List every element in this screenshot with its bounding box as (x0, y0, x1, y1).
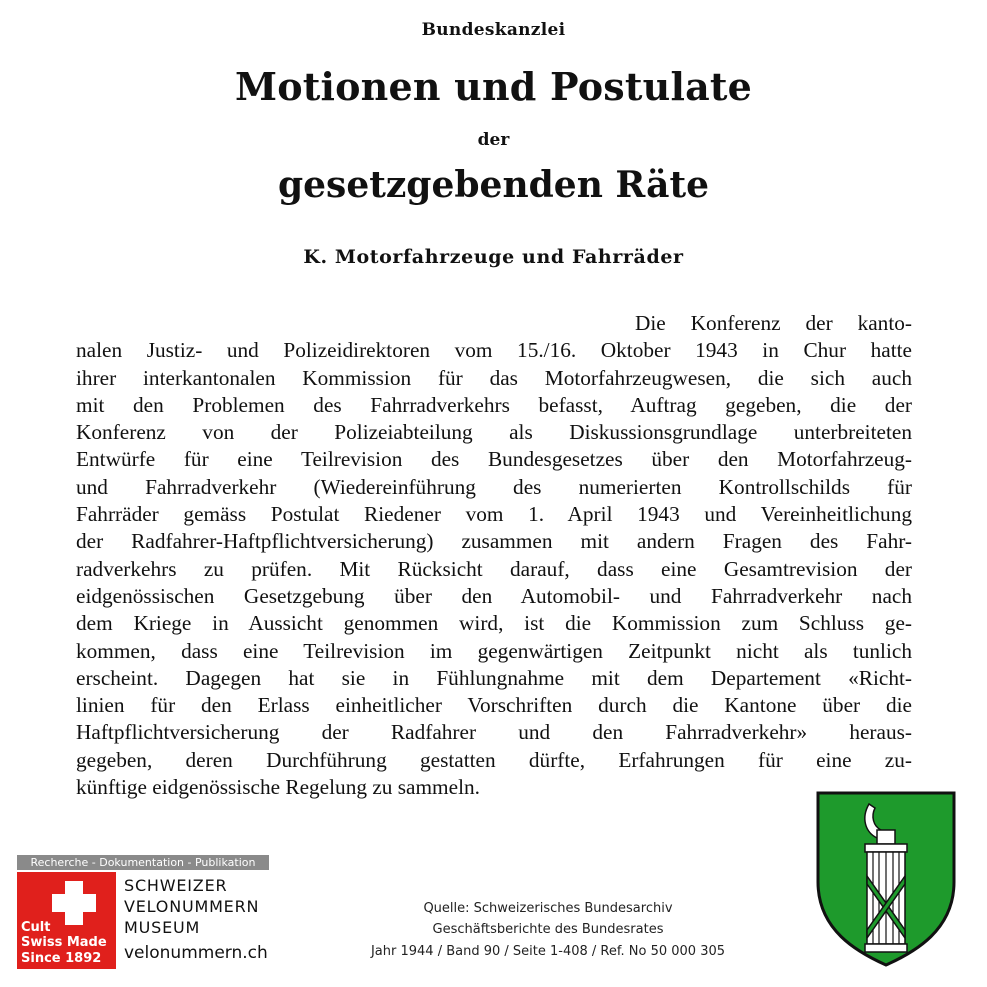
body-line: Entwürfe für eine Teilrevision des Bundesgesetzes über den Motorfahrzeug- (76, 447, 912, 472)
source-line-reports: Geschäftsberichte des Bundesrates (432, 922, 664, 937)
source-line-archive: Quelle: Schweizerisches Bundesarchiv (423, 901, 673, 916)
body-line: ihrer interkantonalen Kommission für das Motorfahrzeugwesen, die sich auch (76, 365, 912, 390)
swiss-cross-icon (42, 875, 106, 931)
body-line: mit den Problemen des Fahrradverkehrs befasst, Auftrag gegeben, die der (76, 392, 912, 417)
body-line: künftige eidgenössische Regelung zu sammeln. (76, 775, 480, 800)
source-line-reference: Jahr 1944 / Band 90 / Seite 1-408 / Ref. No 50 000 305 (370, 944, 726, 959)
title-connector: der (477, 130, 510, 150)
body-line: eidgenössischen Gesetzgebung über den Automobil- und Fahrradverkehr nach (76, 583, 912, 608)
logo-text-cult: Cult (21, 920, 51, 935)
body-line: radverkehrs zu prüfen. Mit Rücksicht darauf, dass eine Gesamtrevision der (76, 556, 912, 581)
body-line: und Fahrradverkehr (Wiedereinführung des numerierten Kontrollschilds für (76, 474, 912, 499)
museum-name-line: VELONUMMERN (124, 897, 260, 916)
logo-text-swiss-made: Swiss Made (21, 935, 107, 950)
body-line: Haftpflichtversicherung der Radfahrer und den Fahrradverkehr» heraus- (76, 720, 912, 745)
body-line: nalen Justiz- und Polizeidirektoren vom 15./16. Oktober 1943 in Chur hatte (76, 338, 912, 363)
body-line: Die Konferenz der kanto- (635, 311, 912, 335)
st-gallen-fasces-icon (815, 790, 957, 968)
issuing-office: Bundeskanzlei (421, 20, 566, 40)
document-title-line-2: gesetzgebenden Räte (277, 164, 710, 206)
body-line: gegeben, deren Durchführung gestatten dürfte, Erfahrungen für eine zu- (76, 747, 912, 772)
body-line: kommen, dass eine Teilrevision im gegenwärtigen Zeitpunkt nicht als tunlich (76, 638, 912, 663)
section-heading: K. Motorfahrzeuge und Fahrräder (303, 246, 684, 268)
body-line: dem Kriege in Aussicht genommen wird, ist die Kommission zum Schluss ge- (76, 611, 912, 636)
document-title-line-1: Motionen und Postulate (234, 64, 753, 109)
body-line: der Radfahrer-Haftpflichtversicherung) zusammen mit andern Fragen des Fahr- (76, 529, 912, 554)
body-line: Konferenz von der Polizeiabteilung als Diskussionsgrundlage unterbreiteten (76, 420, 912, 445)
logo-text-since: Since 1892 (21, 951, 102, 966)
museum-name-line: SCHWEIZER (124, 876, 228, 895)
museum-logo (17, 872, 116, 969)
museum-tagline: Recherche - Dokumentation - Publikation (17, 855, 269, 870)
body-line: erscheint. Dagegen hat sie in Fühlungnahme mit dem Departement «Richt- (76, 665, 912, 690)
body-paragraph (76, 310, 912, 801)
body-line: Fahrräder gemäss Postulat Riedener vom 1. April 1943 und Vereinheitlichung (76, 502, 912, 527)
body-line: linien für den Erlass einheitlicher Vorschriften durch die Kantone über die (76, 693, 912, 718)
museum-url: velonummern.ch (124, 943, 268, 963)
museum-name-line: MUSEUM (124, 918, 201, 937)
